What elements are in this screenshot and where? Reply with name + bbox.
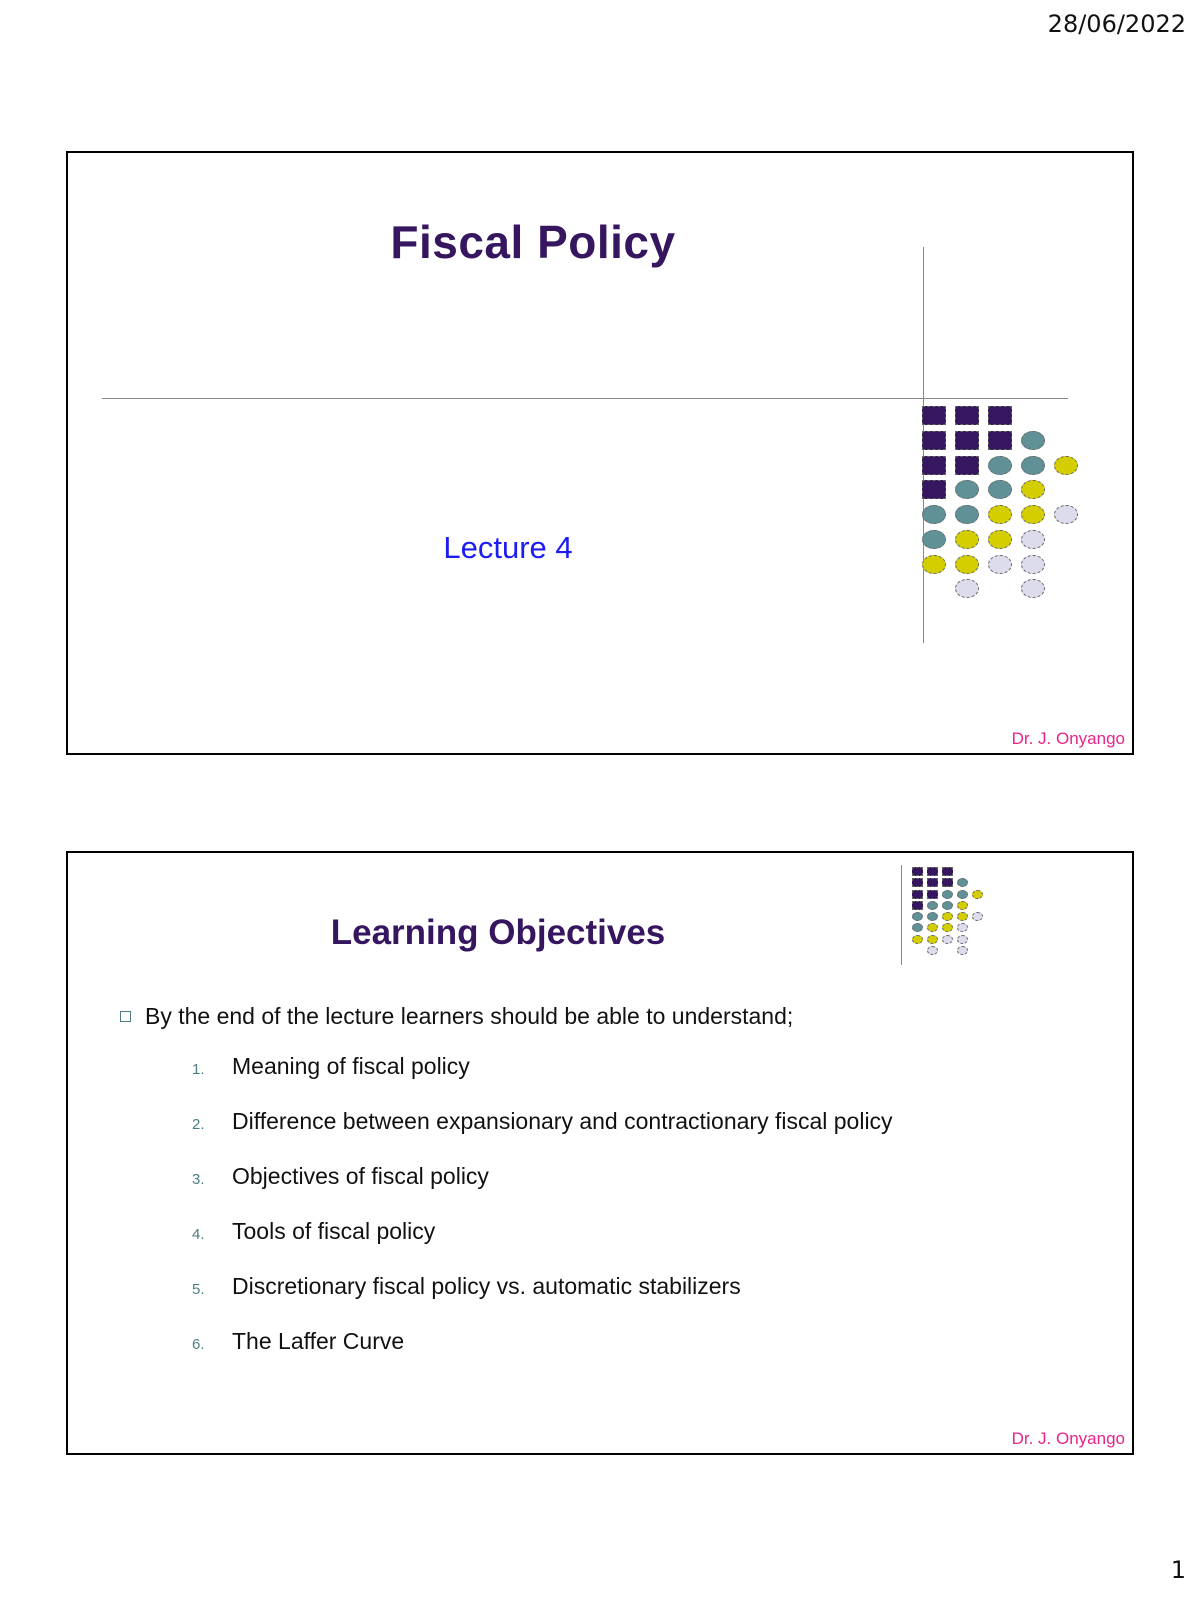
grid-dot [912,878,923,887]
grid-dot [988,505,1012,524]
horizontal-divider [102,398,1068,399]
grid-dot [912,901,923,910]
grid-dot [922,431,946,450]
grid-dot [942,901,953,910]
grid-dot [957,946,968,955]
grid-dot [927,912,938,921]
list-item-text: Tools of fiscal policy [232,1218,436,1244]
grid-dot [957,912,968,921]
grid-dot [927,890,938,899]
grid-dot [957,878,968,887]
grid-dot [1054,505,1078,524]
list-item-number: 2. [192,1116,205,1133]
slide-title [66,151,1134,755]
grid-dot [927,946,938,955]
list-item-text: Objectives of fiscal policy [232,1163,489,1189]
grid-dot [1021,505,1045,524]
list-item [192,1328,893,1383]
grid-dot [1021,431,1045,450]
grid-dot [988,530,1012,549]
grid-dot [912,867,923,876]
list-item [192,1108,893,1163]
slide-objectives-heading: Learning Objectives [330,913,666,952]
grid-dot [955,579,979,598]
list-item-number: 3. [192,1171,205,1188]
list-item-number: 1. [192,1061,205,1078]
grid-dot [988,555,1012,574]
grid-dot [957,890,968,899]
grid-dot [957,923,968,932]
grid-dot [957,935,968,944]
grid-dot [942,890,953,899]
objectives-intro [120,1003,793,1030]
list-item-text: The Laffer Curve [232,1328,405,1354]
grid-dot [955,431,979,450]
grid-dot [942,935,953,944]
slide-title-heading: Fiscal Policy [390,216,676,268]
grid-dot [912,890,923,899]
list-item-number: 5. [192,1281,205,1298]
grid-dot [988,431,1012,450]
grid-dot [957,901,968,910]
grid-dot [1021,456,1045,475]
grid-dot [988,480,1012,499]
objectives-list [192,1053,893,1383]
grid-dot [955,406,979,425]
grid-dot [942,867,953,876]
grid-dot [927,867,938,876]
grid-dot [922,456,946,475]
list-item-text: Meaning of fiscal policy [232,1053,470,1079]
grid-dot [942,878,953,887]
grid-dot [955,456,979,475]
grid-dot [988,456,1012,475]
grid-dot [942,923,953,932]
grid-dot [927,901,938,910]
grid-dot [955,530,979,549]
list-item [192,1218,893,1273]
grid-dot [922,505,946,524]
slide-footer-author: Dr. J. Onyango [1011,729,1125,748]
grid-dot [955,505,979,524]
grid-dot [1021,530,1045,549]
grid-dot [955,480,979,499]
grid-dot [972,890,983,899]
square-bullet-icon [120,1011,131,1022]
grid-dot [972,912,983,921]
list-item-number: 4. [192,1226,205,1243]
grid-dot [955,555,979,574]
grid-dot [1021,555,1045,574]
grid-dot [1021,480,1045,499]
page-date: 28/06/2022 [1047,10,1186,38]
grid-dot [922,406,946,425]
list-item [192,1163,893,1218]
slide-footer-author: Dr. J. Onyango [1011,1429,1125,1448]
list-item-number: 6. [192,1336,205,1353]
grid-dot [922,480,946,499]
grid-dot [1054,456,1078,475]
list-item [192,1273,893,1328]
grid-dot [988,406,1012,425]
objectives-intro-text: By the end of the lecture learners should be able to understand; [145,1003,794,1029]
grid-dot [927,923,938,932]
slide-subtitle: Lecture 4 [443,530,573,565]
slide-objectives [66,851,1134,1455]
list-item [192,1053,893,1108]
grid-dot [942,912,953,921]
list-item-text: Discretionary fiscal policy vs. automatic stabilizers [232,1273,741,1299]
list-item-text: Difference between expansionary and contractionary fiscal policy [232,1108,893,1134]
page-number: 1 [1170,1556,1186,1584]
grid-dot [1021,579,1045,598]
grid-dot [927,935,938,944]
grid-dot [927,878,938,887]
